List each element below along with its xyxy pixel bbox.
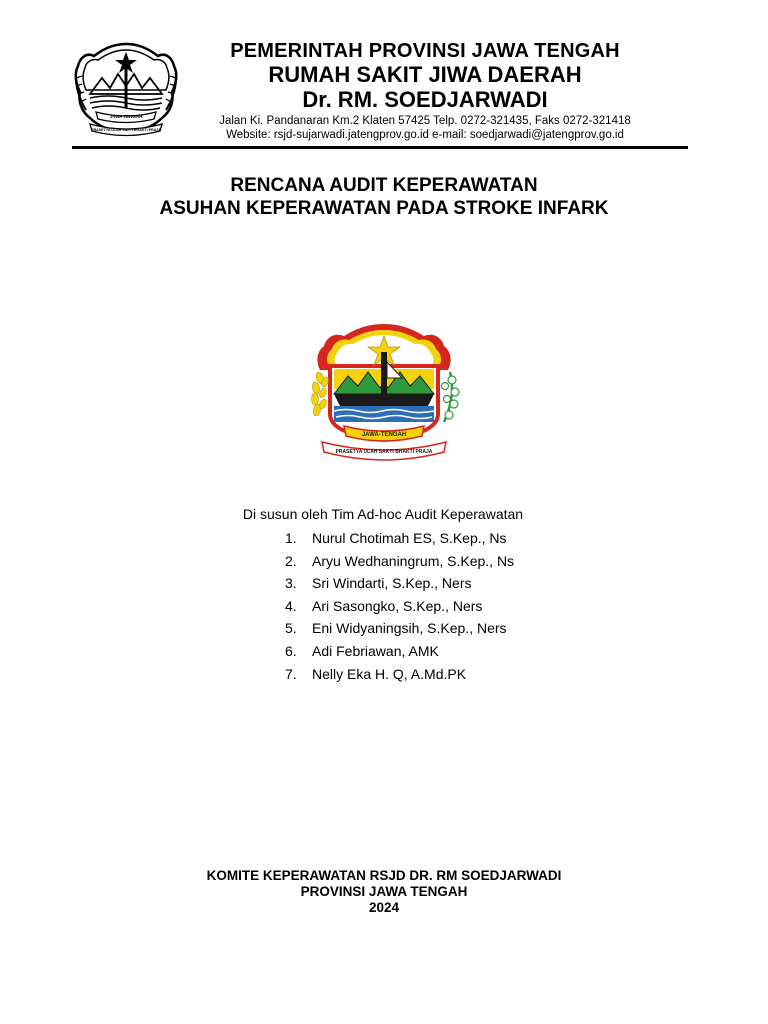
government-name: PEMERINTAH PROVINSI JAWA TENGAH (230, 40, 620, 62)
member-name: Nurul Chotimah ES, S.Kep., Ns (312, 530, 507, 546)
document-footer (0, 868, 768, 916)
title-line-1: RENCANA AUDIT KEPERAWATAN (230, 175, 538, 196)
member-name: Adi Febriawan, AMK (312, 642, 439, 659)
letterhead (72, 40, 688, 150)
list-item: 3. Sri Windarti, S.Kep., Ners (285, 572, 768, 595)
hospital-name: RUMAH SAKIT JIWA DAERAH (268, 62, 582, 87)
svg-text:PRASETYA ULAH SAKTI BHAKTI PRA: PRASETYA ULAH SAKTI BHAKTI PRAJA (335, 449, 433, 455)
member-name: Ari Sasongko, S.Kep., Ners (312, 597, 483, 614)
letterhead-text (190, 40, 660, 142)
member-name: Sri Windarti, S.Kep., Ners (312, 575, 472, 592)
list-item: 5. Eni Widyaningsih, S.Kep., Ners (285, 617, 768, 640)
list-item: 2. Aryu Wedhaningrum, S.Kep., Ns (285, 550, 768, 573)
document-title (0, 174, 768, 220)
list-item: 4. Ari Sasongko, S.Kep., Ners (285, 595, 768, 618)
member-name: Nelly Eka H. Q, A.Md.PK (312, 665, 467, 682)
list-item: 6. Adi Febriawan, AMK (285, 640, 768, 663)
jawa-tengah-emblem-color-icon (304, 322, 464, 464)
document-year: 2024 (368, 900, 400, 915)
member-name: Eni Widyaningsih, S.Kep., Ners (312, 620, 507, 637)
svg-text:PRASETYA ULAH SAKTI BHAKTI PRA: PRASETYA ULAH SAKTI BHAKTI PRAJA (91, 128, 161, 132)
jawa-tengah-emblem-icon (72, 40, 180, 138)
letterhead-divider (72, 146, 688, 149)
list-item: 1. Nurul Chotimah ES, S.Kep., Ns (285, 527, 768, 550)
svg-text:JAWA TENGAH: JAWA TENGAH (109, 114, 143, 119)
team-section (0, 505, 768, 685)
committee-name: KOMITE KEPERAWATAN RSJD DR. RM SOEDJARWADI (206, 868, 562, 883)
svg-text:JAWA-TENGAH: JAWA-TENGAH (361, 432, 407, 438)
hospital-namesake: Dr. RM. SOEDJARWADI (302, 87, 548, 112)
province-name: PROVINSI JAWA TENGAH (300, 884, 468, 899)
team-intro: Di susun oleh Tim Ad-hoc Audit Keperawatan (242, 506, 524, 522)
title-line-2: ASUHAN KEPERAWATAN PADA STROKE INFARK (159, 198, 609, 219)
team-member-list (285, 527, 768, 685)
member-name: Aryu Wedhaningrum, S.Kep., Ns (312, 552, 515, 569)
hospital-address: Jalan Ki. Pandanaran Km.2 Klaten 57425 Telp. 0272-321435, Faks 0272-321418 (219, 115, 631, 127)
hospital-website: Website: rsjd-sujarwadi.jatengprov.go.id e-mail: soedjarwadi@jatengprov.go.id (226, 129, 624, 141)
list-item: 7. Nelly Eka H. Q, A.Md.PK (285, 663, 768, 686)
